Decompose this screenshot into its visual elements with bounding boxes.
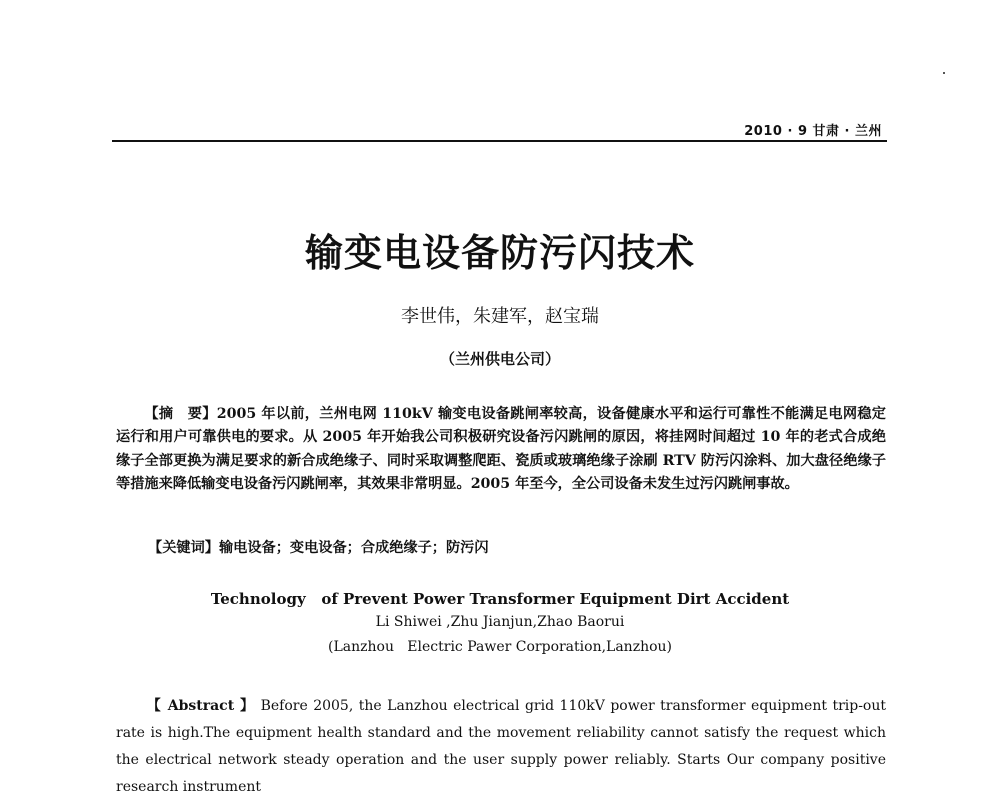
- english-title: Technology of Prevent Power Transformer Equipment Dirt Accident: [210, 590, 790, 608]
- header-meta: 2010 · 9 甘肃 · 兰州: [744, 124, 882, 139]
- paper-title: 输变电设备防污闪技术: [304, 230, 695, 275]
- abstract-en-label: 【 Abstract 】: [146, 698, 256, 714]
- abstract-cn-text: 2005 年以前，兰州电网 110kV 输变电设备跳闸率较高，设备健康水平和运行可靠性不能满足电网稳定运行和用户可靠供电的要求。从 2005 年开始我公司积极研究设备污闪跳闸的原因，将挂网时间超过 10 年的老式合成绝缘子全部更换为满足要求的新合成绝缘子、同时采取调整爬距、瓷质或玻璃绝缘子涂刷 RTV 防污闪涂料、加大盘径绝缘子等措施来降低输变电设备污闪跳闸率，其效果非常明显。2005 年至今，全公司设备未发生过污闪跳闸事故。: [116, 406, 886, 493]
- english-affiliation: (Lanzhou Electric Pawer Corporation,Lanzhou): [328, 639, 672, 655]
- scan-speck: [943, 72, 945, 74]
- abstract-en-text: Before 2005, the Lanzhou electrical grid 110kV power transformer equipment trip-out rate is high.The equipment health standard and the movement reliability cannot satisfy the request which the electrical network steady operation and the user supply power reliably. Starts Our company positive research instrument: [116, 698, 887, 795]
- english-authors: Li Shiwei ,Zhu Jianjun,Zhao Baorui: [375, 614, 625, 630]
- paper-authors: 李世伟，朱建军，赵宝瑞: [401, 306, 599, 327]
- keywords-cn-label: 【关键词】: [148, 540, 219, 556]
- keywords-cn: [148, 537, 489, 557]
- keywords-cn-text: 输电设备；变电设备；合成绝缘子；防污闪: [218, 540, 489, 556]
- abstract-cn: [116, 403, 886, 497]
- header-rule: [112, 140, 887, 142]
- paper-affiliation: （兰州供电公司）: [439, 350, 560, 368]
- abstract-en: [116, 693, 886, 801]
- abstract-cn-label: 【摘 要】: [144, 406, 217, 422]
